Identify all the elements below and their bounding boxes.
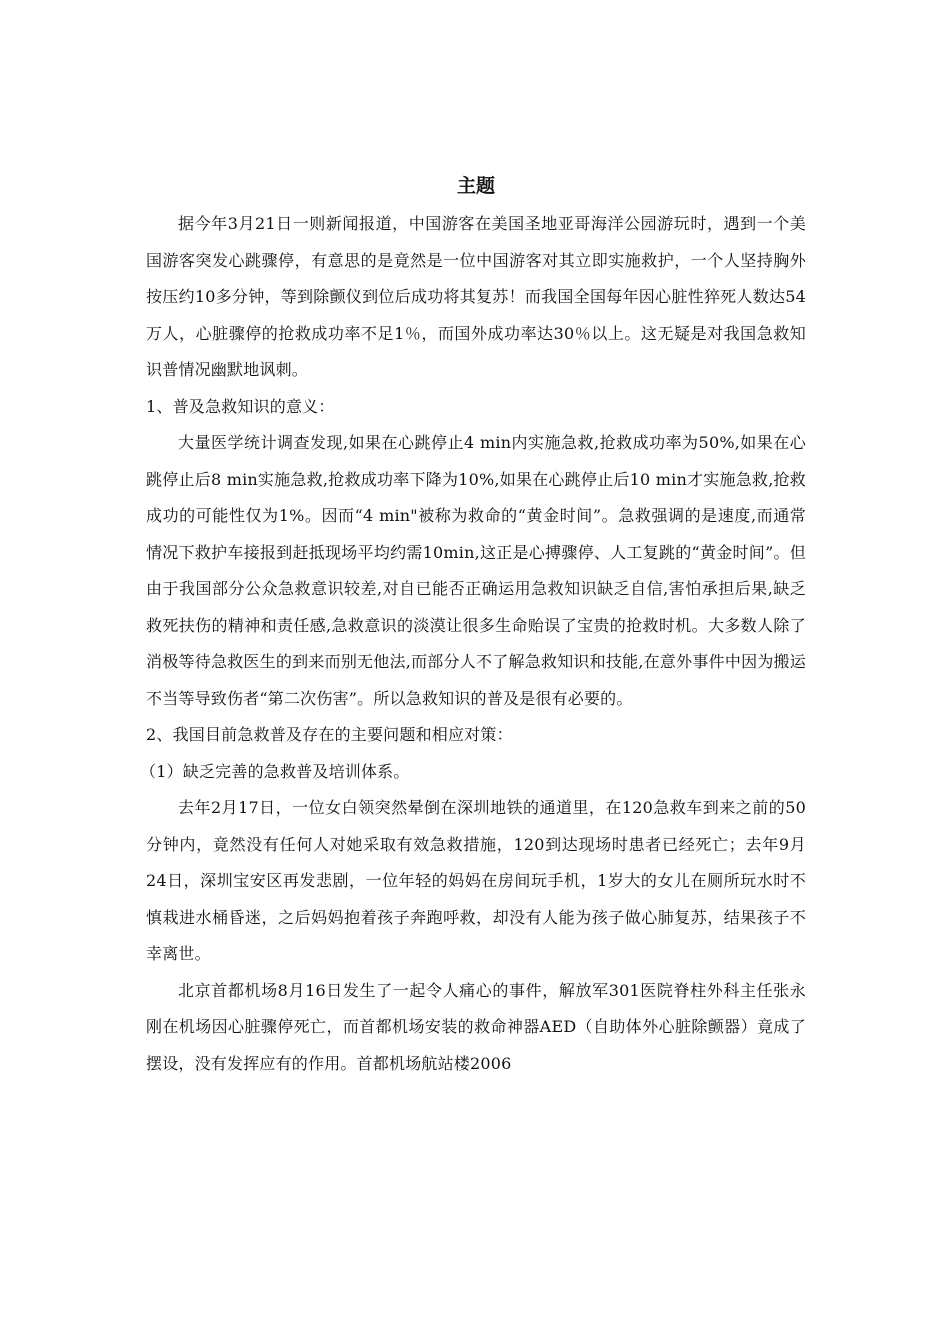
document-body	[140, 168, 806, 1082]
section-heading-1: 1、普及急救知识的意义：	[146, 396, 335, 416]
paragraph-intro: 据今年3月21日一则新闻报道，中国游客在美国圣地亚哥海洋公园游玩时，遇到一个美国游客突发心跳骤停，有意思的是竟然是一位中国游客对其立即实施救护，一个人坚持胸外按压约10多分钟，等到除颤仪到位后成功将其复苏！而我国全国每年因心脏性猝死人数达54万人，心脏骤停的抢救成功率不足1％，而国外成功率达30％以上。这无疑是对我国急救知识普情况幽默地讽刺。	[146, 214, 806, 379]
section-heading-2: 2、我国目前急救普及存在的主要问题和相应对策：	[146, 725, 513, 744]
subsection-heading-1: （1）缺乏完善的急救普及培训体系。	[140, 761, 410, 781]
paragraph-shenzhen-cases: 去年2月17日，一位女白领突然晕倒在深圳地铁的通道里，在120急救车到来之前的50分钟内，竟然没有任何人对她采取有效急救措施，120到达现场时患者已经死亡；去年9月24日，深圳宝安区再发悲剧，一位年轻的妈妈在房间玩手机，1岁大的女儿在厕所玩水时不慎栽进水桶昏迷，之后妈妈抱着孩子奔跑呼救，却没有人能为孩子做心肺复苏，结果孩子不幸离世。	[146, 798, 806, 963]
document-title: 主题	[456, 175, 495, 197]
paragraph-beijing-airport: 北京首都机场8月16日发生了一起令人痛心的事件，解放军301医院脊柱外科主任张永刚在机场因心脏骤停死亡，而首都机场安装的救命神器AED（自助体外心脏除颤器）竟成了摆设，没有发挥应有的作用。首都机场航站楼2006	[146, 980, 806, 1073]
paragraph-significance: 大量医学统计调查发现,如果在心跳停止4 min内实施急救,抢救成功率为50%,如果在心跳停止后8 min实施急救,抢救成功率下降为10%,如果在心跳停止后10 min才实施急救,抢救成功的可能性仅为1%。因而“4 min"被称为救命的“黄金时间”。急救强调的是速度,而通常情况下救护车接报到赶抵现场平均约需10min,这正是心搏骤停、人工复跳的“黄金时间”。但由于我国部分公众急救意识较差,对自已能否正确运用急救知识缺乏自信,害怕承担后果,缺乏救死扶伤的精神和责任感,急救意识的淡漠让很多生命贻误了宝贵的抢救时机。大多数人除了消极等待急救医生的到来而别无他法,而部分人不了解急救知识和技能,在意外事件中因为搬运不当等导致伤者“第二次伤害”。所以急救知识的普及是很有必要的。	[146, 433, 806, 708]
